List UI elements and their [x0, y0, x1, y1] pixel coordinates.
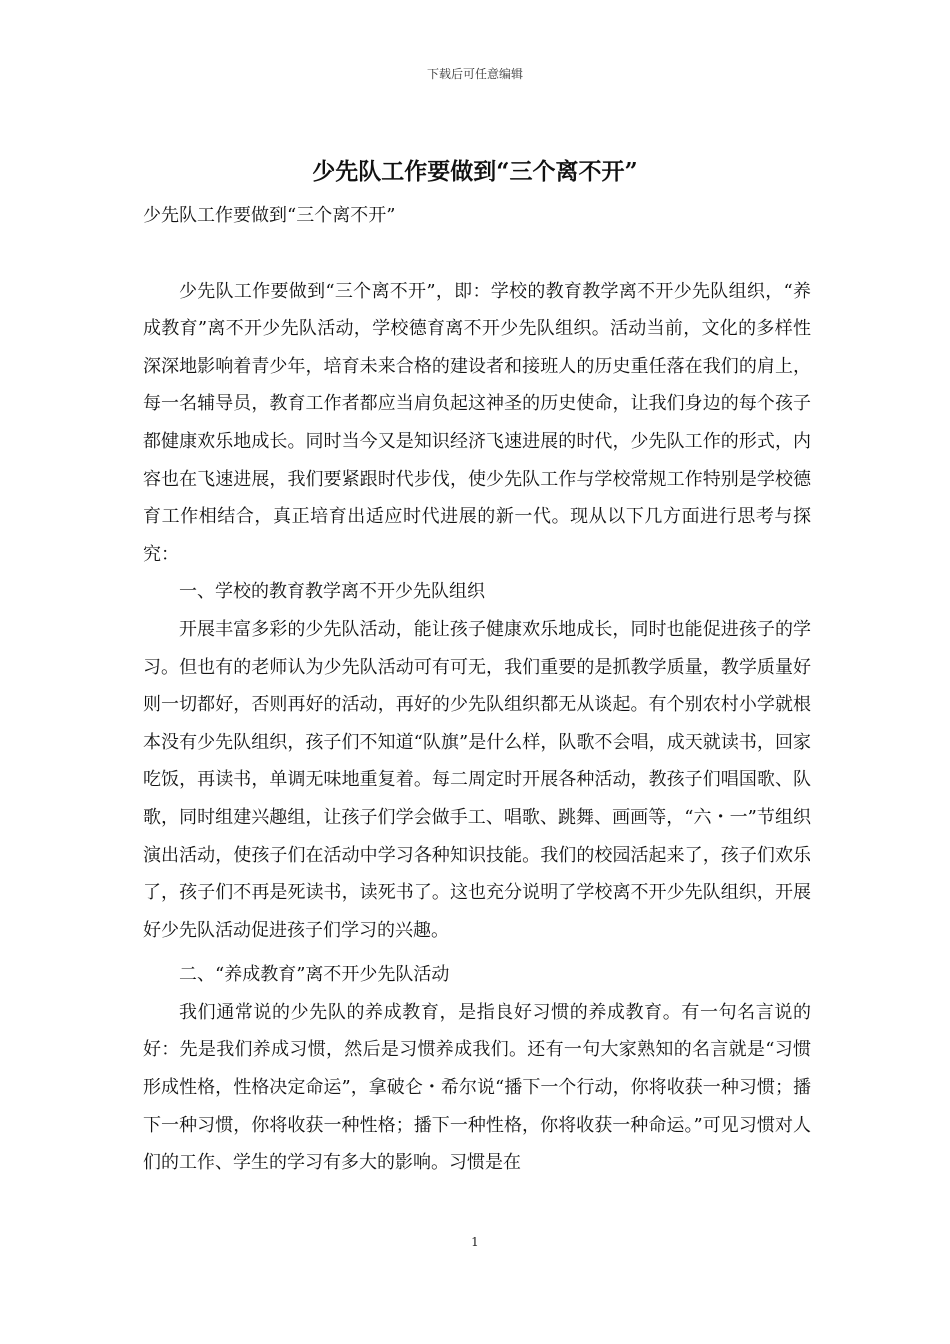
paragraph-intro: 少先队工作要做到“三个离不开”，即：学校的教育教学离不开少先队组织，“养成教育”离不开少先队活动，学校德育离不开少先队组织。活动当前，文化的多样性深深地影响着青少年，培育未来合格的建设者和接班人的历史重任落在我们的肩上，每一名辅导员，教育工作者都应当肩负起这神圣的历史使命，让我们身边的每个孩子都健康欢乐地成长。同时当今又是知识经济飞速进展的时代，少先队工作的形式，内容也在飞速进展，我们要紧跟时代步伐，使少先队工作与学校常规工作特别是学校德育工作相结合，真正培育出适应时代进展的新一代。现从以下几方面进行思考与探究： — [143, 280, 811, 565]
section-heading-1: 一、学校的教育教学离不开少先队组织 — [179, 581, 485, 603]
section-heading-2: 二、“养成教育”离不开少先队活动 — [179, 964, 450, 986]
document-subtitle: 少先队工作要做到“三个离不开” — [143, 205, 396, 226]
header-note: 下载后可任意编辑 — [426, 67, 523, 81]
paragraph-section-2: 我们通常说的少先队的养成教育，是指良好习惯的养成教育。有一句名言说的好：先是我们养成习惯，然后是习惯养成我们。还有一句大家熟知的名言就是“习惯形成性格，性格决定命运”，拿破仑・希尔说“播下一个行动，你将收获一种习惯；播下一种习惯，你将收获一种性格；播下一种性格，你将收获一种命运。”可见习惯对人们的工作、学生的学习有多大的影响。习惯是在 — [143, 1001, 811, 1174]
paragraph-section-1: 开展丰富多彩的少先队活动，能让孩子健康欢乐地成长，同时也能促进孩子的学习。但也有的老师认为少先队活动可有可无，我们重要的是抓教学质量，教学质量好则一切都好，否则再好的活动，再好的少先队组织都无从谈起。有个别农村小学就根本没有少先队组织，孩子们不知道“队旗”是什么样，队歌不会唱，成天就读书，回家吃饭，再读书，单调无味地重复着。每二周定时开展各种活动，教孩子们唱国歌、队歌，同时组建兴趣组，让孩子们学会做手工、唱歌、跳舞、画画等，“六・一”节组织演出活动，使孩子们在活动中学习各种知识技能。我们的校园活起来了，孩子们欢乐了，孩子们不再是死读书，读死书了。这也充分说明了学校离不开少先队组织，开展好少先队活动促进孩子们学习的兴趣。 — [143, 618, 811, 941]
document-body — [143, 197, 811, 1182]
page-number: 1 — [471, 1235, 479, 1249]
document-title: 少先队工作要做到“三个离不开” — [312, 158, 638, 185]
